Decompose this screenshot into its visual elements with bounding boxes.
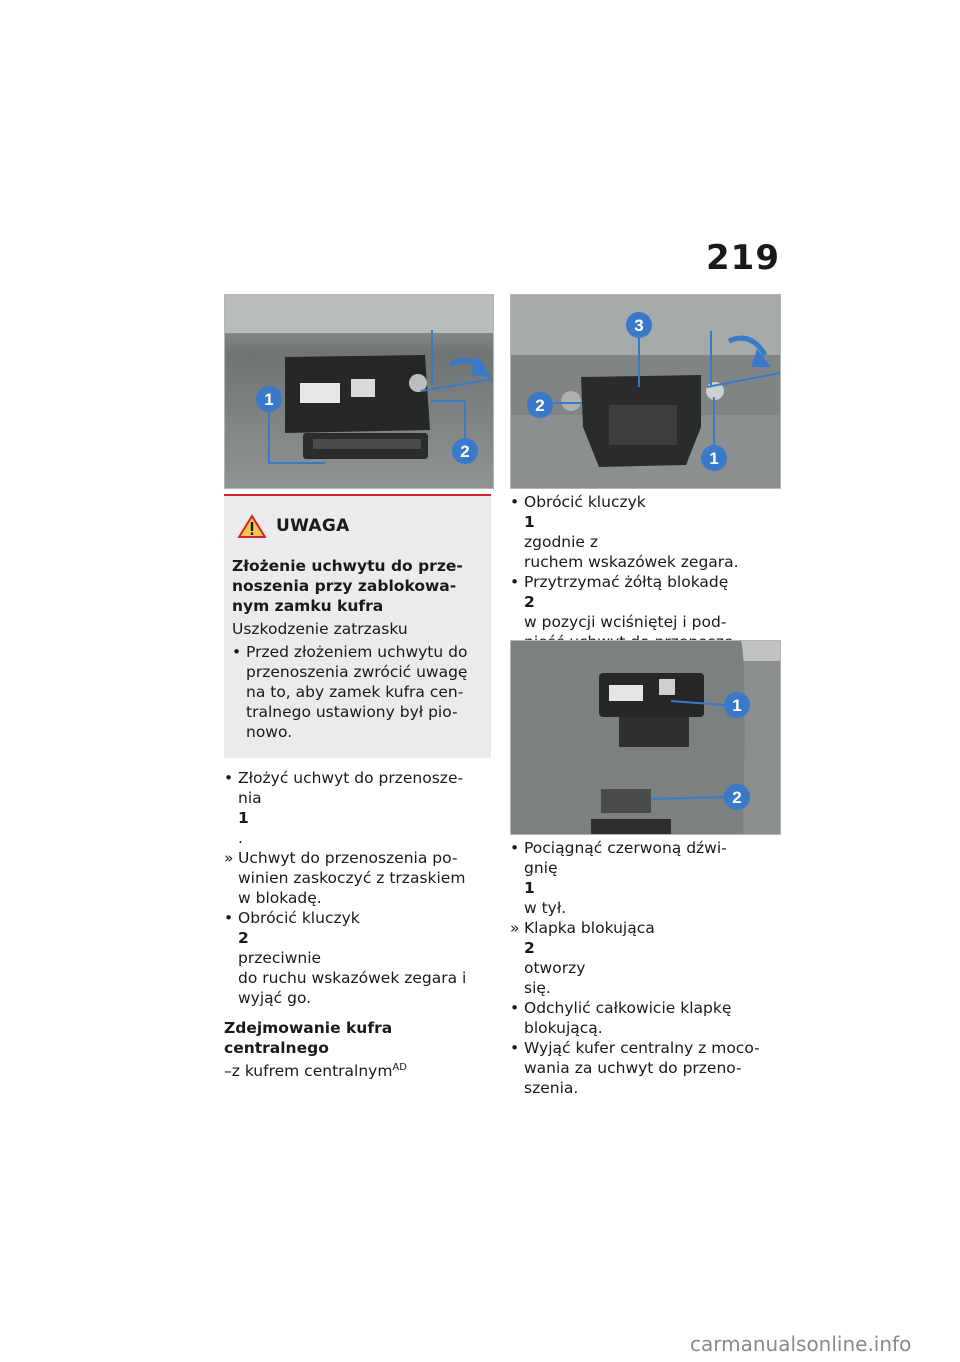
photo-handle-folded — [224, 294, 494, 489]
photo-red-lever — [510, 640, 781, 835]
warning-heading: Złożenie uchwytu do prze- noszenia przy zablokowa- nym zamku kufra — [232, 557, 463, 615]
step-result-flap-opens: » Klapka blokująca 2 otworzy się. — [510, 919, 655, 997]
callout-2: 2 — [460, 442, 470, 461]
step-turn-key-clockwise: • Obrócić kluczyk 1 zgodnie z ruchem wskazówek zegara. — [510, 493, 739, 571]
watermark: carmanualsonline.info — [690, 1332, 912, 1356]
warning-title: UWAGA — [276, 516, 350, 536]
warning-triangle-icon — [238, 514, 266, 538]
photo-handle-raised — [510, 294, 781, 489]
lever-illustration — [511, 641, 780, 834]
page-number: 219 — [706, 238, 780, 278]
step-hold-yellow-lock: • Przytrzymać żółtą blokadę 2 w pozycji wciśniętej i pod- — [510, 573, 729, 631]
callout-3: 3 — [634, 316, 644, 335]
callout-1: 1 — [709, 449, 719, 468]
step-remove-case: • Wyjąć kufer centralny z moco- wania za uchwyt do przeno- szenia. — [510, 1039, 760, 1097]
callout-2: 2 — [732, 788, 742, 807]
callout-1: 1 — [264, 390, 274, 409]
callout-2: 2 — [535, 396, 545, 415]
step-fold-handle: • Złożyć uchwyt do przenosze- nia 1 . — [224, 769, 464, 847]
warning-item: • Przed złożeniem uchwytu do przenoszenia zwrócić uwagę na to, aby zamek kufra cen- tralnego ustawiony był pio- nowo. — [232, 643, 468, 741]
handle-illustration — [225, 295, 493, 488]
warning-box — [224, 494, 491, 758]
step-result-latch: » Uchwyt do przenoszenia po- winien zaskoczyć z trzaskiem w blokadę. — [224, 849, 466, 907]
step-fold-flap: • Odchylić całkowicie klapkę blokującą. — [510, 999, 732, 1037]
section-note: –z kufrem centralnym$^{AD}$ — [224, 1062, 407, 1081]
callout-1: 1 — [732, 696, 742, 715]
section-title: Zdejmowanie kufra centralnego — [224, 1019, 393, 1057]
handle-illustration — [511, 295, 780, 488]
step-pull-red-lever: • Pociągnąć czerwoną dźwi- gnię 1 w tył. — [510, 839, 727, 917]
left-steps — [224, 768, 490, 1081]
step-turn-key: • Obrócić kluczyk 2 przeciwnie do ruchu wskazówek zegara i wyjąć go. — [224, 909, 467, 1007]
warning-subheading: Uszkodzenie zatrzasku — [232, 620, 408, 638]
right-steps-b — [510, 838, 778, 1098]
